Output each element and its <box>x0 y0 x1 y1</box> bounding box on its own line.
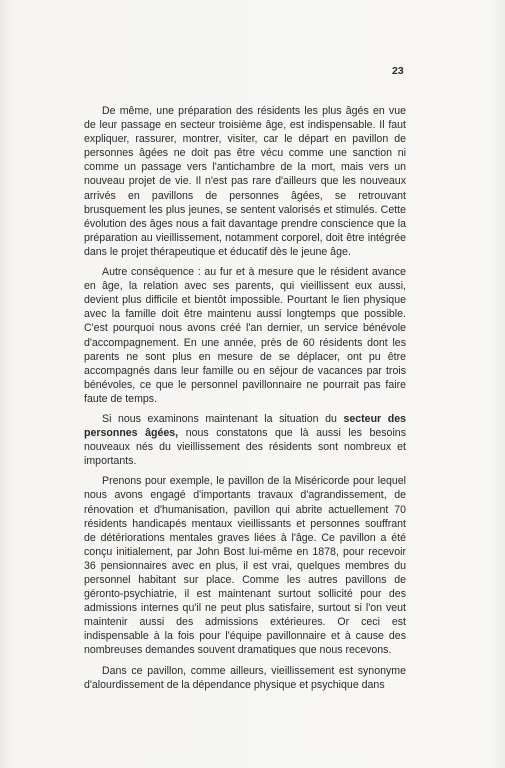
paragraph-1: De même, une préparation des résidents les plus âgés en vue de leur passage en secteur troisième âge, est indispensable. Il faut expliquer, rassurer, montrer, visiter, car le départ en pavillon de personnes âgées ne doit pas être vécu comme une sanction ni comme un passage vers l'antichambre de la mort, mais vers un nouveau projet de vie. Il n'est pas rare d'ailleurs que les nouveaux arrivés en pavillons de personnes âgées, se retrouvant brusquement les plus jeunes, se sentent valorisés et stimulés. Cette évolution des âges nous a fait davantage prendre conscience que la préparation au vieillissement, notamment corporel, doit être intégrée dans le projet thérapeutique et éducatif dès le jeune âge. <box>84 105 406 258</box>
page-number: 23 <box>392 65 404 77</box>
paragraph-3 <box>84 412 406 468</box>
paragraph-5: Dans ce pavillon, comme ailleurs, vieillissement est synonyme d'alourdissement de la dépendance physique et psychique dans <box>84 664 406 691</box>
paragraph-3-before: Si nous examinons maintenant la situation du <box>102 412 344 425</box>
paragraph-3-after: nous constatons que là aussi les besoins nouveaux nés du vieillissement des résidents sont nombreux et importants. <box>84 427 406 468</box>
paragraph-4: Prenons pour exemple, le pavillon de la Miséricorde pour lequel nous avons engagé d'importants travaux d'agrandissement, de rénovation et d'humanisation, pavillon qui abrite actuellement 70 résidents handicapés mentaux vieillissants et personnes souffrant de détériorations mentales graves liées à l'âge. Ce pavillon a été conçu initialement, par John Bost lui-même en 1878, pour recevoir 36 pensionnaires avec en plus, il est vrai, quelques membres du personnel habitant sur place. Comme les autres pavillons de géronto-psychiatrie, il est maintenant surtout sollicité pour des admissions internes qu'il ne peut plus satisfaire, surtout si l'on veut maintenir aussi des admissions extérieures. Or ceci est indispensable à la fois pour l'équipe pavillonnaire et à cause des nombreuses demandes souvent dramatiques que nous recevons. <box>84 475 406 657</box>
body-text <box>84 104 406 692</box>
paragraph-3-emphasis: secteur des personnes âgées, <box>84 412 406 440</box>
paragraph-2: Autre conséquence : au fur et à mesure que le résident avance en âge, la relation avec ses parents, qui vieillissent eux aussi, devient plus difficile et bientôt impossible. Pourtant le lien physique avec la famille doit être maintenu aussi longtemps que possible. C'est pourquoi nous avons créé l'an dernier, un service bénévole d'accompagnement. En une année, près de 60 résidents dont les parents ne sont plus en mesure de se déplacer, ont pu être accompagnés dans leur famille ou en séjour de vacances par trois bénévoles, ce que le personnel pavillonnaire ne pourrait pas faire faute de temps. <box>84 266 406 405</box>
